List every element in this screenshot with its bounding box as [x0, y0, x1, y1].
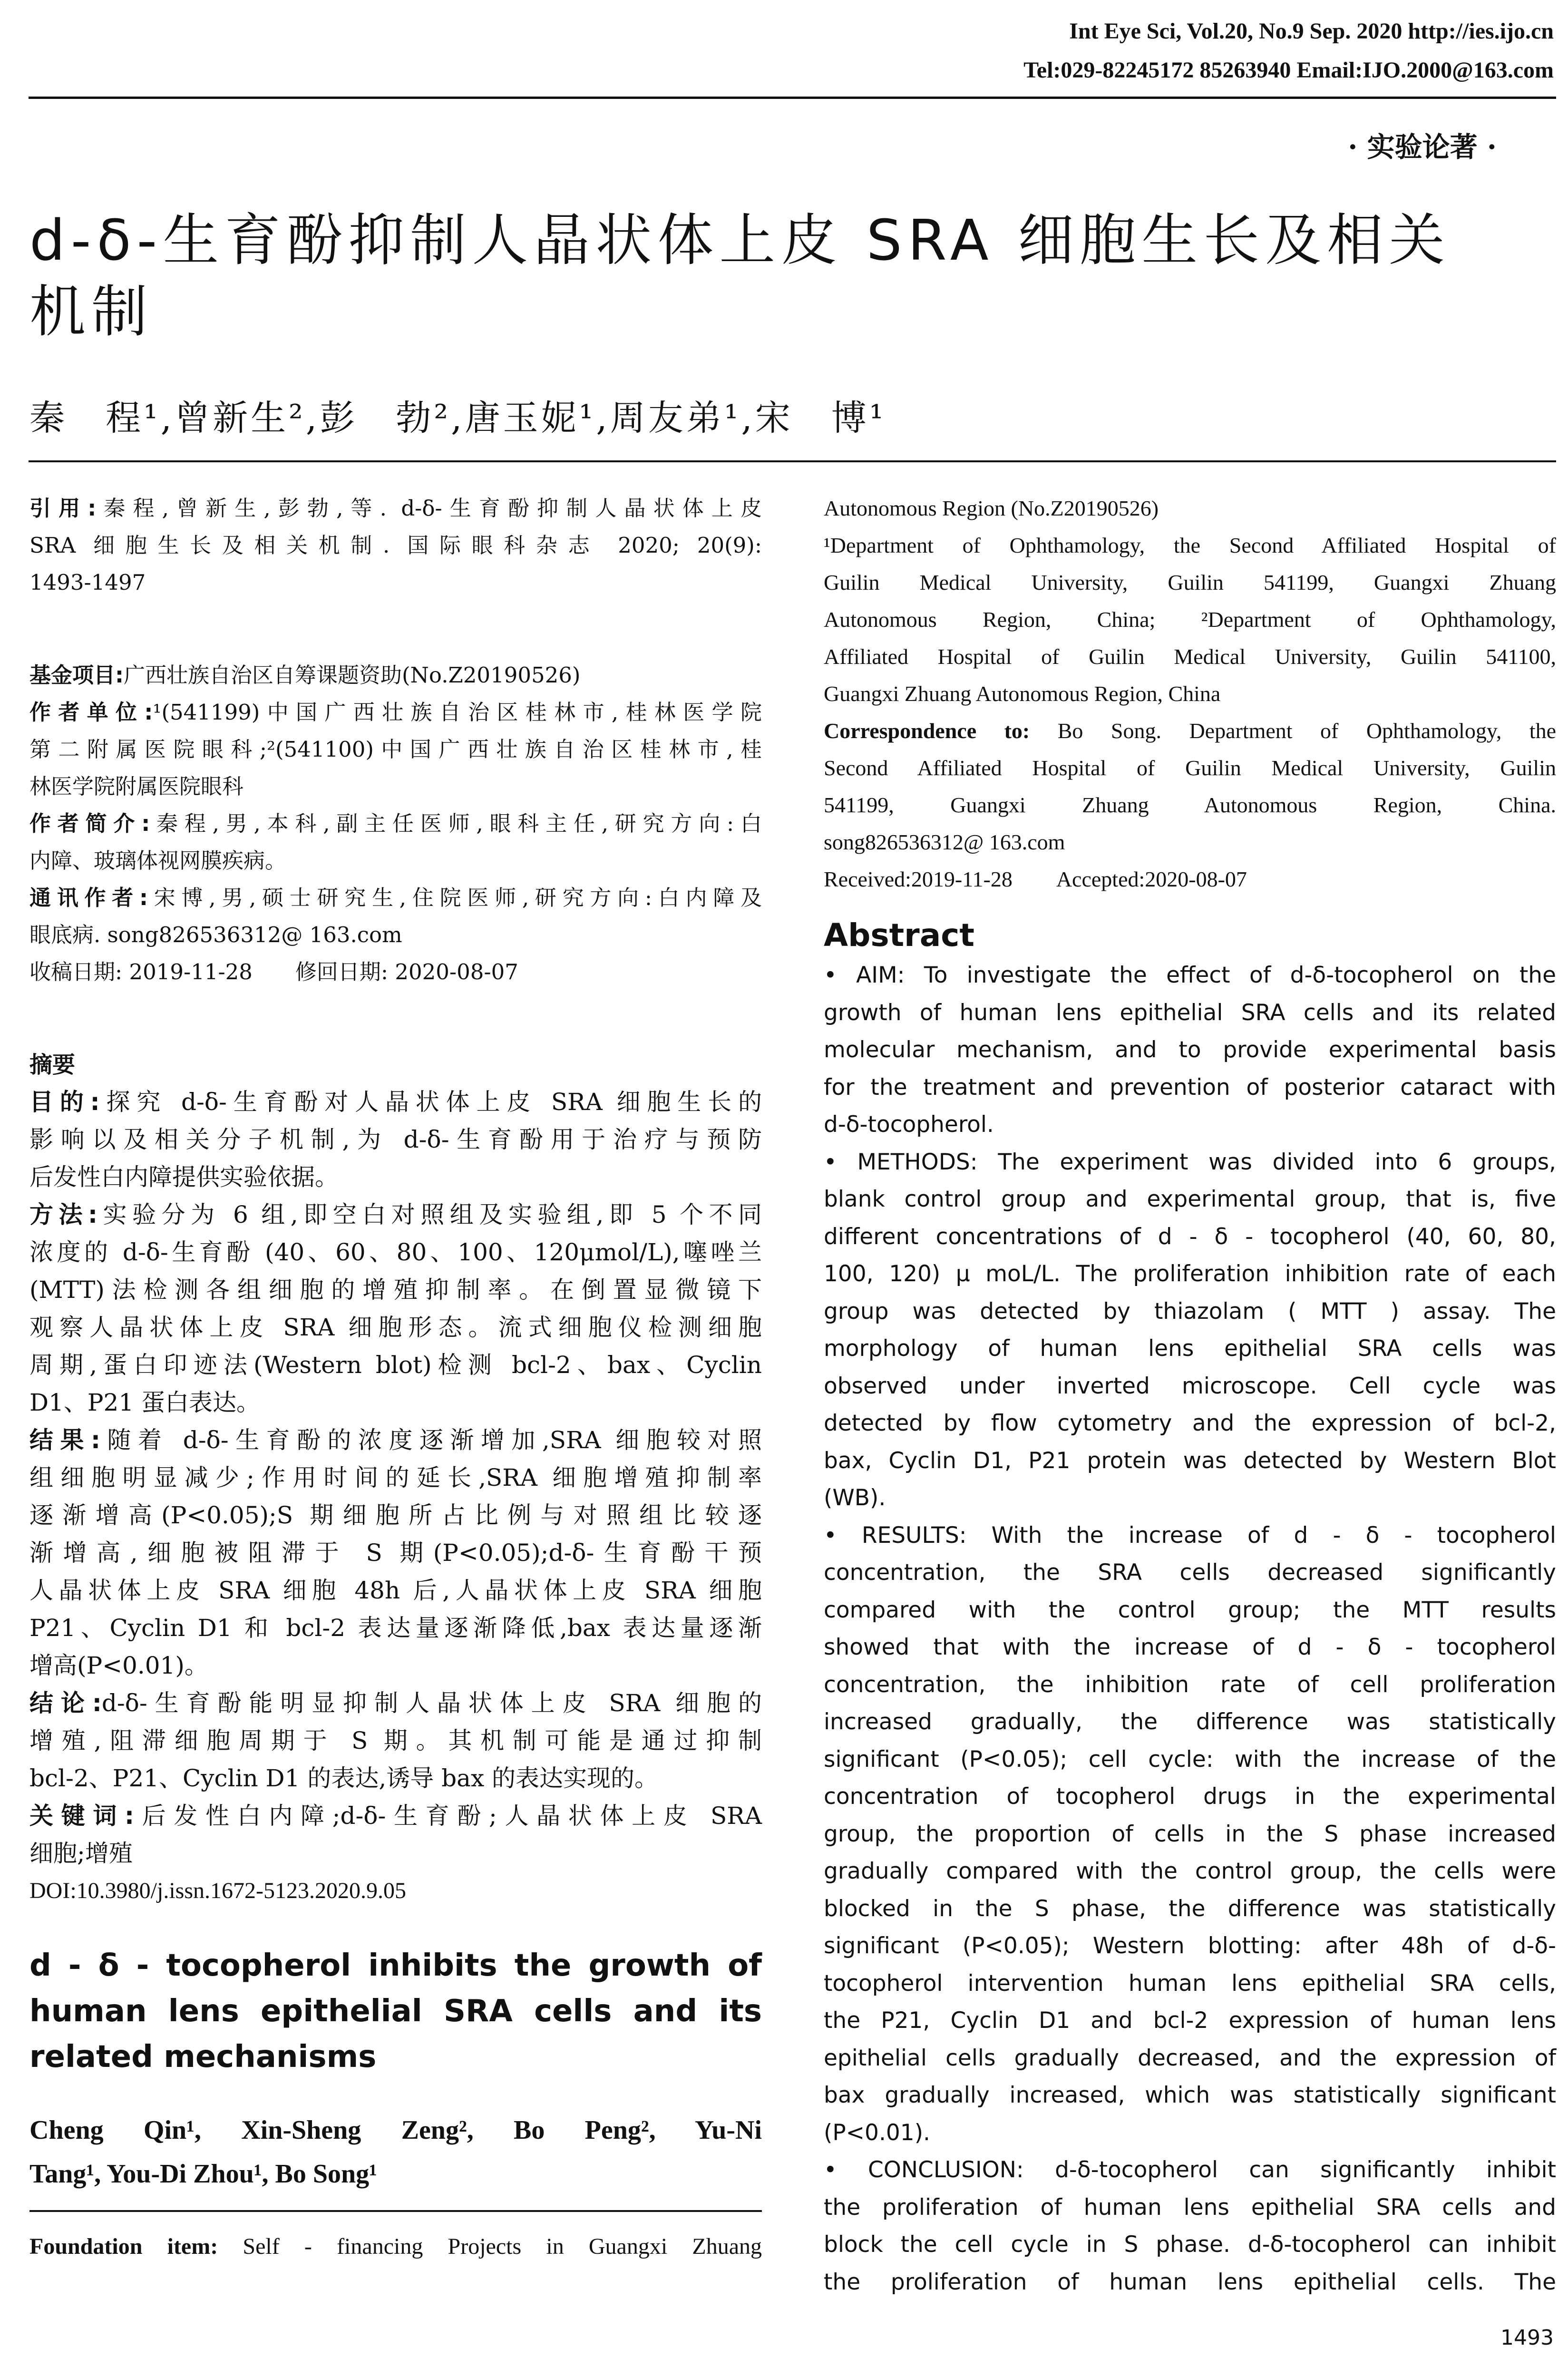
- keywords-line: 细胞;增殖: [29, 1840, 133, 1867]
- abstract-en-line: 100, 120) μ moL/L. The proliferation inhibition rate of each: [824, 1261, 1556, 1287]
- objective-line: 后发性白内障提供实验依据。: [29, 1163, 339, 1191]
- header-rule: [29, 97, 1556, 99]
- abstract-en-line: bax, Cyclin D1, P21 protein was detected by Western Blot: [824, 1447, 1556, 1474]
- abstract-en-line: (P<0.01).: [824, 2119, 930, 2146]
- objective-line: 影响以及相关分子机制,为 d-δ-生育酚用于治疗与预防: [29, 1126, 762, 1153]
- methods-line: 浓度的 d-δ-生育酚 (40、60、80、100、120μmol/L),噻唑兰: [29, 1238, 762, 1266]
- methods-line: D1、P21 蛋白表达。: [29, 1389, 261, 1416]
- objective-label: 目的:: [29, 1088, 100, 1116]
- section-tag: · 实验论著 ·: [1348, 131, 1497, 163]
- left-column: [29, 490, 762, 2265]
- correspondence-en-label: Correspondence to:: [824, 719, 1030, 743]
- keywords-line: 后发性白内障;d-δ-生育酚;人晶状体上皮 SRA: [134, 1802, 762, 1830]
- affiliation-en-line: Guangxi Zhuang Autonomous Region, China: [824, 682, 1221, 706]
- abstract-en-line: increased gradually, the difference was statistically: [824, 1709, 1556, 1735]
- methods-line: (MTT)法检测各组细胞的增殖抑制率。在倒置显微镜下: [29, 1276, 762, 1304]
- affiliation-line: 林医学院附属医院眼科: [29, 774, 244, 799]
- citation-line: 秦程,曾新生,彭勃,等. d-δ-生育酚抑制人晶状体上皮: [96, 496, 762, 521]
- correspondence-en-line: Bo Song. Department of Ophthamology, the: [1030, 719, 1557, 743]
- abstract-en-line: concentration, the SRA cells decreased significantly: [824, 1559, 1556, 1586]
- cn-dates: 收稿日期: 2019-11-28 修回日期: 2020-08-07: [29, 959, 518, 984]
- bio-label: 作者简介:: [29, 811, 150, 836]
- results-label: 结果:: [29, 1426, 100, 1454]
- title-line-1: d-δ-生育酚抑制人晶状体上皮 SRA 细胞生长及相关: [29, 207, 1451, 273]
- english-title-line: related mechanisms: [29, 2039, 377, 2075]
- en-dates: Received:2019-11-28 Accepted:2020-08-07: [824, 867, 1247, 891]
- methods-line: 实验分为 6 组,即空白对照组及实验组,即 5 个不同: [97, 1201, 762, 1228]
- methods-line: 周期,蛋白印迹法(Western blot)检测 bcl-2、bax、Cyclin: [29, 1351, 762, 1379]
- english-authors-line: Tang¹, You-Di Zhou¹, Bo Song¹: [29, 2159, 377, 2189]
- results-line: P21、Cyclin D1 和 bcl-2 表达量逐渐降低,bax 表达量逐渐: [29, 1614, 762, 1642]
- abstract-en-line: observed under inverted microscope. Cell cycle was: [824, 1373, 1556, 1399]
- journal-header-line1: Int Eye Sci, Vol.20, No.9 Sep. 2020 http://ies.ijo.cn: [1069, 19, 1554, 44]
- doi: DOI:10.3980/j.issn.1672-5123.2020.9.05: [29, 1878, 406, 1903]
- abstract-en-line: the P21, Cyclin D1 and bcl-2 expression of human lens: [824, 2007, 1556, 2034]
- abstract-en-line: concentration of tocopherol drugs in the experimental: [824, 1783, 1556, 1810]
- abstract-en-line: detected by flow cytometry and the expression of bcl-2,: [824, 1410, 1556, 1436]
- methods-label: 方法:: [29, 1201, 98, 1228]
- foundation-continuation: Autonomous Region (No.Z20190526): [824, 496, 1159, 520]
- title-rule: [29, 460, 1556, 462]
- results-line: 增高(P<0.01)。: [29, 1652, 208, 1679]
- affiliation-en-line: Guilin Medical University, Guilin 541199, Guangxi Zhuang: [824, 570, 1556, 594]
- abstract-en-line: bax gradually increased, which was statistically significant: [824, 2082, 1556, 2108]
- affiliation-en-line: Autonomous Region, China; ²Department of Ophthamology,: [824, 607, 1556, 632]
- abstract-en-line: tocopherol intervention human lens epithelial SRA cells,: [824, 1970, 1556, 1997]
- abstract-en-line: • CONCLUSION: d-δ-tocopherol can significantly inhibit: [824, 2157, 1556, 2183]
- abstract-heading-cn: 摘要: [29, 1052, 76, 1078]
- title-line-2: 机制: [29, 279, 154, 344]
- authors-cn: 秦 程¹,曾新生²,彭 勃²,唐玉妮¹,周友弟¹,宋 博¹: [29, 398, 886, 438]
- abstract-en-line: group was detected by thiazolam ( MTT ) assay. The: [824, 1298, 1556, 1325]
- foundation-text: Self - financing Projects in Guangxi Zhuang: [243, 2234, 762, 2259]
- abstract-en-line: for the treatment and prevention of posterior cataract with: [824, 1074, 1556, 1101]
- results-line: 人晶状体上皮 SRA 细胞 48h 后,人晶状体上皮 SRA 细胞: [29, 1577, 762, 1604]
- citation-line: SRA 细胞生长及相关机制. 国际眼科杂志 2020; 20(9):: [29, 533, 762, 558]
- affiliation-line: ¹(541199)中国广西壮族自治区桂林市,桂林医学院: [153, 700, 762, 725]
- abstract-en-line: growth of human lens epithelial SRA cells and its related: [824, 999, 1556, 1026]
- english-title: [29, 1943, 762, 2080]
- english-authors: [29, 2108, 762, 2196]
- correspondence-en-line: 541199, Guangxi Zhuang Autonomous Region, China.: [824, 793, 1556, 817]
- abstract-en-line: significant (P<0.05); Western blotting: after 48h of d-δ-: [824, 1933, 1556, 1959]
- affiliations-en: [824, 490, 1556, 898]
- abstract-heading-en: Abstract: [824, 917, 974, 954]
- abstract-en-line: molecular mechanism, and to provide experimental basis: [824, 1037, 1556, 1063]
- conclusion-line: bcl-2、P21、Cyclin D1 的表达,诱导 bax 的表达实现的。: [29, 1764, 659, 1792]
- abstract-en-line: (WB).: [824, 1485, 886, 1511]
- citation-line: 1493-1497: [29, 570, 146, 595]
- page-number: 1493: [1500, 2326, 1554, 2350]
- conclusion-line: 增殖,阻滞细胞周期于 S 期。其机制可能是通过抑制: [29, 1727, 762, 1754]
- affiliation-en-line: Affiliated Hospital of Guilin Medical University, Guilin 541100,: [824, 644, 1556, 669]
- conclusion-label: 结论:: [29, 1689, 102, 1717]
- abstract-en-line: showed that with the increase of d - δ - tocopherol: [824, 1634, 1556, 1660]
- affiliation-line: 第二附属医院眼科;²(541100)中国广西壮族自治区桂林市,桂: [29, 737, 762, 762]
- journal-header-line2: Tel:029-82245172 85263940 Email:IJO.2000@163.com: [1023, 58, 1554, 83]
- abstract-en-line: concentration, the inhibition rate of cell proliferation: [824, 1671, 1556, 1698]
- citation-label: 引用:: [29, 496, 97, 521]
- right-column: [824, 490, 1556, 2301]
- objective-line: 探究 d-δ-生育酚对人晶状体上皮 SRA 细胞生长的: [99, 1088, 762, 1116]
- keywords-label: 关键词:: [29, 1802, 134, 1830]
- bio-line: 秦程,男,本科,副主任医师,眼科主任,研究方向:白: [150, 811, 762, 836]
- results-line: 随着 d-δ-生育酚的浓度逐渐增加,SRA 细胞较对照: [100, 1426, 762, 1454]
- abstract-en-line: morphology of human lens epithelial SRA cells was: [824, 1335, 1556, 1362]
- correspondence-line: 宋博,男,硕士研究生,住院医师,研究方向:白内障及: [147, 885, 762, 910]
- abstract-en-line: different concentrations of d - δ - tocopherol (40, 60, 80,: [824, 1223, 1556, 1250]
- affiliation-en-line: ¹Department of Ophthamology, the Second Affiliated Hospital of: [824, 533, 1556, 557]
- abstract-en-line: gradually compared with the control group, the cells were: [824, 1858, 1556, 1884]
- bio-line: 内障、玻璃体视网膜疾病。: [29, 848, 287, 873]
- english-authors-line: Cheng Qin¹, Xin-Sheng Zeng², Bo Peng², Yu-Ni: [29, 2115, 762, 2145]
- conclusion-line: d-δ-生育酚能明显抑制人晶状体上皮 SRA 细胞的: [101, 1689, 762, 1717]
- abstract-en-line: block the cell cycle in S phase. d-δ-tocopherol can inhibit: [824, 2231, 1556, 2258]
- abstract-en-line: compared with the control group; the MTT results: [824, 1597, 1556, 1623]
- abstract-en-line: significant (P<0.05); cell cycle: with the increase of the: [824, 1746, 1556, 1773]
- correspondence-en-line: song826536312@ 163.com: [824, 830, 1065, 854]
- correspondence-line: 眼底病. song826536312@ 163.com: [29, 922, 402, 947]
- abstract-cn: [29, 1083, 762, 1909]
- abstract-en-line: epithelial cells gradually decreased, and the expression of: [824, 2045, 1556, 2071]
- abstract-en-line: blocked in the S phase, the difference was statistically: [824, 1895, 1556, 1922]
- abstract-en-line: group, the proportion of cells in the S phase increased: [824, 1821, 1556, 1847]
- citation-block: [29, 490, 762, 601]
- page-title: [29, 205, 1451, 347]
- abstract-en-line: • RESULTS: With the increase of d - δ - tocopherol: [824, 1522, 1556, 1549]
- funding-text: 广西壮族自治区自筹课题资助(No.Z20190526): [124, 662, 581, 688]
- funding-label: 基金项目:: [29, 662, 124, 688]
- affiliation-label: 作者单位:: [29, 700, 153, 725]
- correspondence-en-line: Second Affiliated Hospital of Guilin Medical University, Guilin: [824, 756, 1556, 780]
- results-line: 逐渐增高(P<0.05);S 期细胞所占比例与对照组比较逐: [29, 1501, 762, 1529]
- abstract-en-line: the proliferation of human lens epithelial cells. The: [824, 2269, 1556, 2295]
- methods-line: 观察人晶状体上皮 SRA 细胞形态。流式细胞仪检测细胞: [29, 1314, 762, 1341]
- results-line: 渐增高,细胞被阻滞于 S 期(P<0.05);d-δ-生育酚干预: [29, 1539, 762, 1567]
- correspondence-label: 通讯作者:: [29, 885, 148, 910]
- english-title-line: human lens epithelial SRA cells and its: [29, 1994, 762, 2029]
- abstract-en: [824, 957, 1556, 2301]
- english-title-line: d - δ - tocopherol inhibits the growth of: [29, 1948, 762, 1983]
- abstract-en-line: d-δ-tocopherol.: [824, 1111, 994, 1138]
- abstract-en-line: • AIM: To investigate the effect of d-δ-tocopherol on the: [824, 962, 1556, 988]
- results-line: 组细胞明显减少;作用时间的延长,SRA 细胞增殖抑制率: [29, 1464, 762, 1491]
- abstract-en-line: • METHODS: The experiment was divided into 6 groups,: [824, 1149, 1556, 1175]
- foundation-label: Foundation item:: [29, 2234, 218, 2259]
- abstract-en-line: blank control group and experimental group, that is, five: [824, 1186, 1556, 1212]
- abstract-en-line: the proliferation of human lens epithelial SRA cells and: [824, 2194, 1556, 2221]
